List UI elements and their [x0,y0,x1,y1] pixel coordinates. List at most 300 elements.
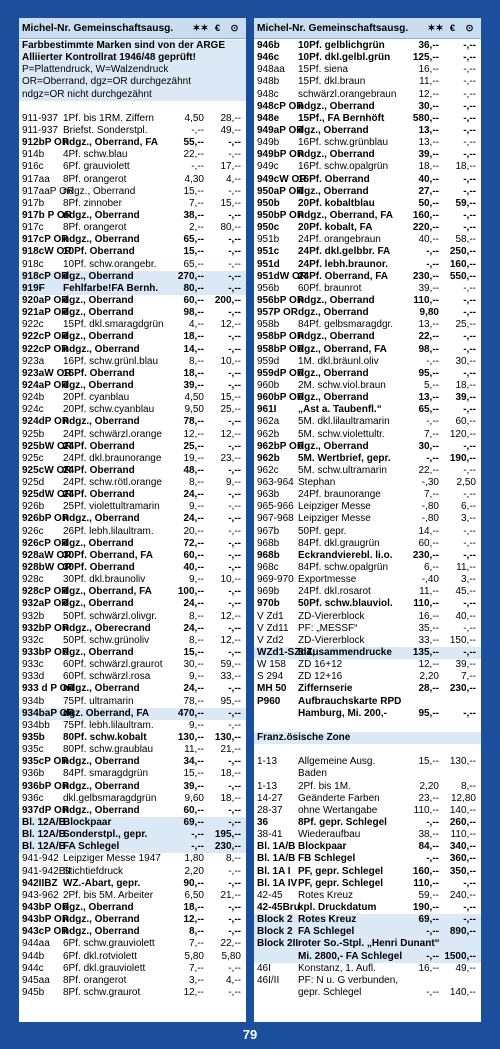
catalog-number: 951b [257,234,280,246]
catalog-number: 928bW OR [22,562,73,574]
description: dgz., Oberrand [63,598,134,610]
description: 16Pf. Oberrand [63,367,135,379]
description: dgz., Oberrand [63,537,134,549]
catalog-row [254,756,481,768]
description: 10Pf. Oberrand [63,246,135,258]
price-used: -,-- [228,647,241,659]
price-mint: 22,-- [418,331,439,343]
description: 84Pf. schw.opalgrün [298,562,389,574]
price-mint: 470,-- [177,707,204,719]
price-used: -,-- [463,40,476,51]
description: dgz., Oberrand [63,331,134,343]
description: Sonderstpl., gepr. [63,829,148,841]
price-mint: -,-- [191,829,204,841]
description: 16Pf. schw.grünblau [298,137,389,149]
catalog-number: 28-37 [257,804,283,816]
postmark-icon: ⊙ [465,22,474,34]
catalog-row [254,853,481,865]
catalog-row [254,319,481,331]
catalog-number: 36 [257,817,269,828]
description: Konstanz, 1. Aufl. [298,962,376,974]
price-mint: -,-- [426,416,439,428]
description: 5M. schw.ultramarin [298,464,387,476]
price-used: -,-- [228,598,241,610]
price-used: 12,-- [220,610,241,622]
catalog-row [254,878,481,890]
catalog-number: 914b [22,149,45,161]
price-used: 45,-- [455,586,476,598]
price-mint: 135,-- [412,647,439,659]
description: 8Pf. gepr. Schlegel [298,817,387,828]
description: dgz., Oberrand [298,307,369,319]
description: Hamburg, Mi. 200,- [298,707,387,719]
catalog-number: 919F [22,282,45,294]
description: 24Pf. Oberrand [63,489,135,501]
catalog-row [254,429,481,441]
catalog-number: 925b [22,428,45,440]
price-used: -,-- [228,367,241,379]
catalog-row [19,210,246,222]
description: 24Pf. braunorange [298,489,381,501]
price-used: -,-- [463,914,476,926]
price-used: -,-- [228,246,241,258]
catalog-number: 944b [22,950,45,962]
catalog-row [19,489,246,501]
catalog-row [19,186,246,198]
catalog-row [19,623,246,635]
description: 2Pf. bis 1M. [298,780,351,792]
price-used: 49,-- [455,962,476,974]
description: ndgz., Oberrand [63,683,140,695]
price-mint: 9,80 [419,307,439,319]
price-mint: 9,-- [189,719,204,731]
description: ndgz., Oberrand [63,513,140,525]
description: Leipziger Messe 1947 [63,853,161,865]
catalog-number: 942IIBZ [22,877,58,889]
catalog-number: Bl. 1A IV [257,877,298,889]
description: 20Pf. cyanblau [63,392,130,404]
price-used: -,-- [228,817,241,828]
description: 24Pf. dkl.braunorange [63,452,162,464]
catalog-row [254,101,481,113]
price-mint: 60,-- [183,804,204,816]
catalog-number: 926c [22,525,44,537]
price-mint: 34,-- [183,756,204,768]
description: FA Schlegel [298,926,355,938]
catalog-row [19,659,246,671]
price-used: 40,-- [455,610,476,622]
price-mint: 39,-- [418,282,439,294]
price-mint: 110,-- [413,804,439,816]
catalog-number: 944c [22,962,44,974]
price-used: 25,-- [220,404,241,416]
catalog-number: 932c [22,634,44,646]
price-used: 25,-- [455,319,476,331]
catalog-number: 956b [257,282,280,294]
description: dgz., Oberrand [63,379,134,391]
price-mint: 19,-- [183,452,204,464]
price-used: 95,-- [220,695,241,707]
description: 25Pf. violettultramarin [63,501,160,513]
catalog-row [254,926,481,938]
catalog-row [254,368,481,380]
description: 75Pf. lebh.lilaultram. [63,719,154,731]
catalog-row [254,149,481,161]
catalog-number: 968b [257,537,280,549]
price-mint: 130,-- [177,732,204,744]
catalog-row [19,963,246,975]
catalog-number: Block 2 [257,926,293,938]
description: 24Pf. orangebraun [298,234,381,246]
price-mint: -,40 [421,574,439,586]
catalog-row [254,89,481,101]
price-used: -,-- [463,598,476,610]
catalog-number: 917aaP OR [22,185,75,197]
description: dgz., Oberrand [63,647,134,659]
description: Leipziger Messe [298,513,371,525]
catalog-row [19,817,246,829]
catalog-number: 950bP OR [257,209,305,221]
catalog-row [19,841,246,853]
price-mint: 16,-- [418,610,439,622]
catalog-number: 921aP OR [22,307,69,319]
price-used: 10,-- [220,574,241,586]
description: dgz., Oberrand [298,185,369,197]
price-used: -,-- [228,865,241,877]
price-mint: 2,-- [189,222,204,234]
catalog-number: 969-970 [257,574,294,586]
price-used: 150,-- [449,634,476,646]
price-used: 190,-- [449,452,476,464]
price-mint: 2,20 [184,865,204,877]
description: dgz., Oberrand [298,367,369,379]
description: 1M. dkl.bräunl.oliv [298,355,379,367]
catalog-number: 963-964 [257,477,294,489]
description: ndgz., Oberrand [63,756,140,768]
price-mint: 90,-- [183,877,204,889]
description: 24Pf. Oberrand [63,440,135,452]
catalog-row [19,768,246,780]
catalog-number: 941-942BII [22,865,71,877]
price-used: -,-- [228,622,241,634]
description: 24Pf. dkl.rosarot [298,586,371,598]
catalog-row [19,538,246,550]
price-used: 80,-- [220,222,241,234]
catalog-number: 925dW OR [22,489,73,501]
catalog-number: 949cW OR [257,173,307,185]
catalog-number: OR=Oberrand, dgz=OR durchgezähnt [22,76,191,88]
catalog-number: 46I/II [257,974,280,986]
price-mint: 16,-- [418,962,439,974]
description: 8Pf. orangerot [63,222,127,234]
description: ndgz., Oberrand [298,294,375,306]
catalog-number: 951d [257,258,280,270]
catalog-row [19,574,246,586]
catalog-number: WZd1-SZd4, [257,647,315,659]
catalog-row [254,271,481,283]
catalog-number: 962b [257,452,280,464]
price-mint: 220,-- [412,222,439,234]
price-used: -,-- [463,622,476,634]
price-mint: 39,-- [418,149,439,161]
price-used: 4,-- [226,974,241,986]
catalog-row [19,611,246,623]
description: 16Pf. Oberrand [298,173,370,185]
catalog-number: 933d [22,671,45,683]
catalog-row [19,890,246,902]
price-used: -,-- [463,64,476,76]
price-mint: 13,-- [418,137,439,149]
catalog-number: 918c [22,258,44,270]
catalog-number: Alliierter Kontrollrat 1946/48 geprüft! [22,52,196,64]
catalog-number: 922c [22,319,44,331]
catalog-row [254,671,481,683]
price-used: 360,-- [449,853,476,865]
catalog-row [19,598,246,610]
catalog-row [254,574,481,586]
price-used: 12,-- [220,634,241,646]
description: dkl.gelbsmaragdgrün [63,792,157,804]
catalog-number: 949b [257,137,280,149]
catalog-row [19,586,246,598]
price-used: -,-- [228,719,241,731]
description: Aufbrauchskarte RPD [298,695,402,707]
description: 8Pf. orangerot [63,173,127,185]
description: 5M. dkl.lilaultramarin [298,416,390,428]
catalog-number: 946c [257,52,280,64]
price-used: -,-- [228,234,241,246]
description: Fehlfarbe!FA Bernh. [63,282,159,294]
price-mint: 110,-- [413,598,439,610]
description: PF, gepr. Schlegel [298,865,384,877]
price-used: -,-- [228,331,241,343]
price-used: 250,-- [449,246,476,258]
description: ndgz., Oberrand [298,331,375,343]
catalog-row [19,696,246,708]
catalog-row [19,756,246,768]
price-mint: 24,-- [183,598,204,610]
price-mint: 40,-- [183,562,204,574]
price-used: -,-- [228,343,241,355]
description: dgz., Oberrand [298,124,369,136]
catalog-number: 963b [257,489,280,501]
price-used: 18,-- [455,379,476,391]
price-used: -,-- [463,525,476,537]
price-mint: 16,-- [418,64,439,76]
catalog-row [19,161,246,173]
description: ndgz., Oberrand [63,416,140,428]
price-used: -,-- [228,489,241,501]
description: 6Pf. dkl.rotviolett [63,950,137,962]
catalog-row [19,429,246,441]
right-column [254,18,481,1022]
catalog-row [254,246,481,258]
price-mint: -,-- [426,258,439,270]
catalog-number: 951dW OR [257,270,308,282]
price-used: 3,-- [461,513,476,525]
catalog-number: 936bP OR [22,780,70,792]
catalog-row [19,914,246,926]
catalog-number: V Zd11 [257,622,289,634]
price-mint: 13,-- [418,319,439,331]
price-mint: 1,80 [184,853,204,865]
catalog-number: 956bP OR [257,294,305,306]
description: Mi. 2800,- FA Schlegel [298,950,403,962]
description: Ziffernserie [298,683,353,695]
catalog-row [19,404,246,416]
price-mint: -,-- [426,817,439,828]
catalog-number: 934bb [22,719,50,731]
catalog-number: 926cP OR [22,537,69,549]
description: 10Pf. gelblichgrün [298,40,385,51]
price-used: 8,-- [461,780,476,792]
description: dgz., Oberrand, FA [298,343,387,355]
price-used: 7,-- [461,671,476,683]
price-used: 12,-- [220,428,241,440]
price-used: 17,-- [220,161,241,173]
price-used: -,-- [463,343,476,355]
page-number: 79 [242,1027,258,1042]
catalog-row [19,319,246,331]
column-header [254,18,481,39]
price-mint: 35,-- [418,622,439,634]
catalog-number: 928aW OR [22,549,72,561]
price-mint: 7,-- [424,489,439,501]
price-mint: -,-- [426,355,439,367]
price-mint: 60,-- [183,294,204,306]
price-mint: 15,-- [183,246,204,258]
catalog-number: 1-13 [257,780,278,792]
catalog-row [254,696,481,708]
price-used: 33,-- [220,671,241,683]
catalog-number: 924b [22,392,45,404]
catalog-number: 917c [22,222,44,234]
catalog-row [254,938,481,950]
column-header-title: Michel-Nr. Gemeinschaftsausg. [257,22,409,34]
catalog-number: Farbbestimmte Marken sind von der ARGE [22,40,226,51]
price-used: -,-- [228,513,241,525]
catalog-number: Block 2II [257,938,299,950]
description: dgz., Oberrand [63,307,134,319]
catalog-row [19,174,246,186]
catalog-number: 949bP OR [257,149,305,161]
catalog-number: 911-937 [22,112,58,124]
price-used: 9,-- [226,477,241,489]
price-used: 550,-- [449,270,476,282]
description: Eckrandvierebl. li.o. [298,549,393,561]
catalog-row [19,635,246,647]
catalog-row [19,866,246,878]
description: 6Pf. dkl.grauviolett [63,962,146,974]
price-mint: 12,-- [183,914,204,926]
catalog-row [254,344,481,356]
catalog-row [19,356,246,368]
price-used: -,-- [228,440,241,452]
catalog-row [254,586,481,598]
price-mint: -,80 [421,513,439,525]
price-used: 120,-- [449,428,476,440]
catalog-row [254,623,481,635]
price-used: 130,-- [214,732,241,744]
description: 8Pf. schw.graurot [63,986,141,998]
price-used: -,-- [228,586,241,598]
catalog-number: 932aP OR [22,598,69,610]
price-used: -,-- [463,112,476,124]
price-used: 230,-- [214,841,241,853]
catalog-row [254,489,481,501]
catalog-row [19,501,246,513]
price-mint: 59,-- [418,889,439,901]
price-used: 140,-- [449,986,476,998]
catalog-row [19,137,246,149]
catalog-row [254,708,481,720]
catalog-number: 924aP OR [22,379,69,391]
catalog-row [254,113,481,125]
catalog-row [19,708,246,720]
catalog-row [19,987,246,999]
description: dgz., Oberrand [298,440,369,452]
price-mint: -,-- [426,246,439,258]
description: 60Pf. schwärzl.rosa [63,671,151,683]
description: 24Pf. schwärzl.orange [63,428,162,440]
price-used: -,-- [463,307,476,319]
price-used: 49,-- [220,124,241,136]
catalog-row [19,149,246,161]
catalog-row [19,878,246,890]
catalog-row [254,465,481,477]
price-mint: 33,-- [418,634,439,646]
catalog-row [254,526,481,538]
description: ZD 12+16 [298,671,343,683]
catalog-number: 916c [22,161,44,173]
catalog-number: 14-27 [257,792,283,804]
catalog-row [254,768,481,780]
price-used: -,-- [228,562,241,574]
catalog-row [254,392,481,404]
catalog-row [254,198,481,210]
price-mint: 69,-- [183,817,204,828]
price-mint: 65,-- [183,234,204,246]
price-used: -,-- [463,52,476,64]
catalog-number: 933c [22,659,44,671]
price-used: -,-- [228,464,241,476]
catalog-row [254,186,481,198]
catalog-number: 935cP OR [22,756,69,768]
price-mint: 5,80 [184,950,204,962]
description: PF: N u. G verbunden, [298,974,399,986]
price-mint: 78,-- [183,695,204,707]
description: 50Pf. schw.blauviol. [298,598,393,610]
price-used: 21,-- [220,744,241,756]
catalog-number: V Zd2 [257,634,284,646]
catalog-number: 950b [257,197,280,209]
price-mint: 9,-- [189,671,204,683]
catalog-number: 945b [22,986,45,998]
price-mint: 9,60 [184,792,204,804]
price-used: -,-- [463,124,476,136]
description: „Ast a. Taubenfl.“ [298,404,382,416]
price-mint: 580,-- [412,112,439,124]
price-mint: 8,-- [189,926,204,938]
price-used: -,-- [228,780,241,792]
catalog-row [254,40,481,52]
price-used: -,-- [463,901,476,913]
description: 24Pf. lebh.braunor. [298,258,389,270]
price-used: 18,-- [220,768,241,780]
catalog-number: 958bP OR [257,343,305,355]
catalog-row [254,598,481,610]
price-mint: 190,-- [412,901,439,913]
